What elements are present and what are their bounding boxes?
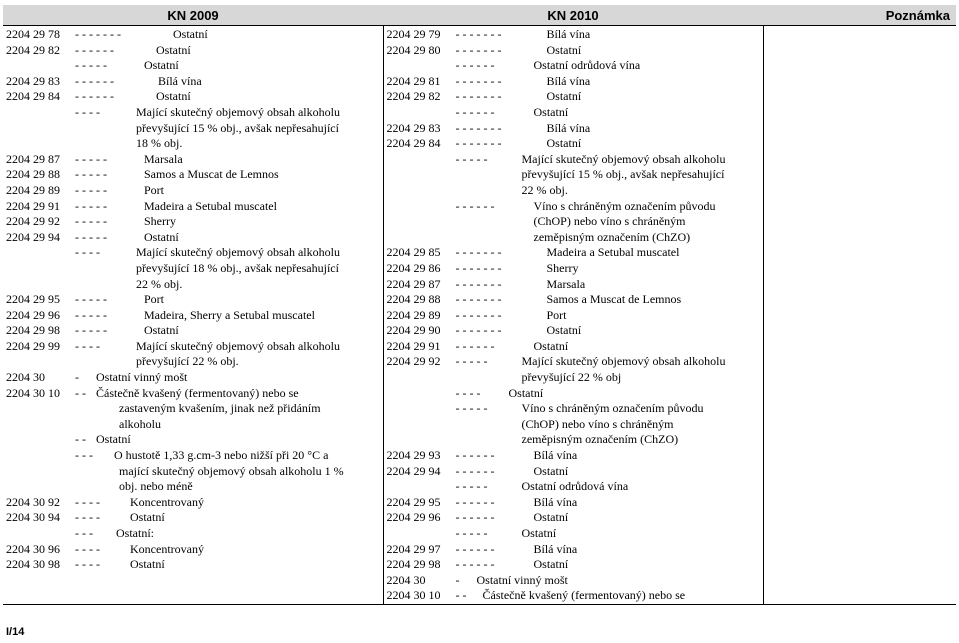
item-description: Částečně kvašený (fermentovaný) nebo se bbox=[482, 588, 686, 603]
indent-dashes: - - - - - bbox=[75, 58, 107, 73]
kn2010-line bbox=[387, 214, 760, 230]
kn2010-line bbox=[387, 121, 760, 137]
header-note: Poznámka bbox=[763, 5, 956, 26]
kn2010-line bbox=[387, 526, 760, 542]
kn2009-line bbox=[6, 152, 380, 168]
tariff-code: 2204 29 93 bbox=[386, 448, 441, 463]
item-description: převyšující 15 % obj., avšak nepřesahující bbox=[521, 167, 725, 182]
kn2010-line bbox=[387, 89, 760, 105]
item-description: Ostatní bbox=[533, 338, 569, 353]
item-description: obj. nebo méně bbox=[119, 479, 193, 494]
tariff-code: 2204 29 91 bbox=[386, 338, 441, 353]
indent-dashes: - - bbox=[75, 385, 86, 400]
indent-dashes: - bbox=[455, 572, 460, 587]
kn2010-line bbox=[387, 245, 760, 261]
kn2009-line bbox=[6, 43, 380, 59]
tariff-code: 2204 29 81 bbox=[386, 73, 441, 88]
tariff-code: 2204 29 86 bbox=[386, 260, 441, 275]
item-description: Madeira a Setubal muscatel bbox=[144, 198, 277, 213]
tariff-code: 2204 29 98 bbox=[386, 557, 441, 572]
item-description: Víno s chráněným označením původu bbox=[521, 401, 704, 416]
indent-dashes: - - - - - bbox=[455, 526, 488, 540]
indent-dashes: - - - bbox=[75, 526, 93, 540]
indent-dashes: - - - - - - bbox=[75, 73, 114, 88]
item-description: Mající skutečný objemový obsah alkoholu bbox=[136, 245, 340, 260]
kn2009-lines bbox=[6, 27, 380, 573]
kn2009-line bbox=[6, 510, 380, 526]
tariff-code: 2204 29 89 bbox=[386, 307, 441, 322]
indent-dashes: - - - - - bbox=[75, 229, 107, 244]
kn2010-column bbox=[383, 26, 763, 605]
item-description: zeměpisným označením (ChZO) bbox=[533, 229, 691, 244]
tariff-code: 2204 29 87 bbox=[6, 151, 60, 166]
indent-dashes: - - - - - bbox=[75, 151, 107, 166]
kn2009-line bbox=[6, 308, 380, 324]
indent-dashes: - - - - - - - bbox=[455, 73, 502, 88]
kn2010-line bbox=[387, 464, 760, 480]
kn2009-line bbox=[6, 167, 380, 183]
tariff-code: 2204 29 84 bbox=[386, 136, 441, 151]
indent-dashes: - - - - bbox=[75, 541, 100, 556]
tariff-code: 2204 29 88 bbox=[6, 167, 60, 182]
kn2010-line bbox=[387, 230, 760, 246]
indent-dashes: - - - - - - - bbox=[455, 323, 502, 338]
indent-dashes: - - - bbox=[75, 448, 93, 463]
indent-dashes: - - - - - - bbox=[455, 510, 495, 525]
indent-dashes: - - bbox=[455, 588, 467, 603]
indent-dashes: - - - - - - - bbox=[455, 245, 502, 260]
tariff-code: 2204 30 98 bbox=[6, 557, 60, 572]
kn2009-line bbox=[6, 89, 380, 105]
kn2010-line bbox=[387, 136, 760, 152]
tariff-code: 2204 30 96 bbox=[6, 541, 60, 556]
kn2009-line bbox=[6, 292, 380, 308]
indent-dashes: - - - - - - - bbox=[455, 260, 502, 275]
item-description: Sherry bbox=[144, 214, 176, 229]
indent-dashes: - - - - bbox=[75, 557, 100, 572]
indent-dashes: - - - - - - bbox=[455, 448, 495, 463]
item-description: Marsala bbox=[144, 151, 183, 166]
item-description: převyšující 22 % obj bbox=[521, 370, 622, 385]
item-description: Ostatní bbox=[546, 89, 582, 104]
tariff-code: 2204 29 78 bbox=[6, 27, 60, 41]
item-description: Port bbox=[546, 307, 567, 322]
kn2010-line bbox=[387, 557, 760, 573]
indent-dashes: - - - - - bbox=[75, 214, 107, 229]
item-description: Ostatní bbox=[130, 557, 165, 572]
kn2010-line bbox=[387, 58, 760, 74]
item-description: Koncentrovaný bbox=[130, 541, 204, 556]
item-description: Ostatní bbox=[173, 27, 208, 41]
indent-dashes: - - - - - - bbox=[75, 89, 114, 104]
tariff-code: 2204 29 88 bbox=[386, 292, 441, 307]
indent-dashes: - - - - bbox=[75, 245, 100, 260]
indent-dashes: - - - - - bbox=[455, 401, 488, 416]
indent-dashes: - - - - bbox=[75, 494, 100, 509]
kn2009-line bbox=[6, 495, 380, 511]
tariff-code: 2204 29 94 bbox=[386, 463, 441, 478]
indent-dashes: - - - - - - - bbox=[455, 307, 502, 322]
item-description: Ostatní bbox=[144, 229, 179, 244]
tariff-code: 2204 29 82 bbox=[6, 42, 60, 57]
item-description: Ostatní bbox=[156, 89, 191, 104]
tariff-code: 2204 29 98 bbox=[6, 323, 60, 338]
item-description: Ostatní odrůdová vína bbox=[533, 58, 641, 73]
kn2009-line bbox=[6, 121, 380, 137]
tariff-code: 2204 30 94 bbox=[6, 510, 60, 525]
item-description: Ostatní bbox=[546, 323, 582, 338]
kn2009-line bbox=[6, 557, 380, 573]
item-description: Samos a Muscat de Lemnos bbox=[144, 167, 279, 182]
item-description: Koncentrovaný bbox=[130, 494, 204, 509]
kn2010-line bbox=[387, 401, 760, 417]
tariff-code: 2204 30 10 bbox=[386, 588, 441, 603]
tariff-code: 2204 29 83 bbox=[386, 120, 441, 135]
tariff-code: 2204 29 99 bbox=[6, 338, 60, 353]
kn2009-line bbox=[6, 277, 380, 293]
item-description: Ostatní vinný mošt bbox=[96, 370, 188, 385]
item-description: zastaveným kvašením, jinak než přidáním bbox=[119, 401, 321, 416]
kn2010-line bbox=[387, 199, 760, 215]
tariff-code: 2204 29 91 bbox=[6, 198, 60, 213]
item-description: Port bbox=[144, 292, 165, 307]
tariff-code: 2204 29 85 bbox=[386, 245, 441, 260]
tariff-code: 2204 29 92 bbox=[6, 214, 60, 229]
kn2009-line bbox=[6, 74, 380, 90]
tariff-code: 2204 29 80 bbox=[386, 42, 441, 57]
kn2010-line bbox=[387, 27, 760, 43]
item-description: Bílá vína bbox=[546, 73, 591, 88]
item-description: Port bbox=[144, 182, 165, 197]
item-description: Mající skutečný objemový obsah alkoholu bbox=[136, 104, 340, 119]
kn2010-line bbox=[387, 432, 760, 448]
item-description: Bílá vína bbox=[158, 73, 202, 88]
kn2009-line bbox=[6, 199, 380, 215]
tariff-code: 2204 30 bbox=[6, 370, 45, 385]
kn2010-lines bbox=[387, 27, 760, 604]
kn2009-line bbox=[6, 214, 380, 230]
item-description: Ostatní bbox=[508, 385, 544, 400]
item-description: Víno s chráněným označením původu bbox=[533, 198, 716, 213]
item-description: Mající skutečný objemový obsah alkoholu bbox=[521, 354, 726, 369]
kn2009-line bbox=[6, 432, 380, 448]
tariff-code: 2204 30 bbox=[386, 572, 426, 587]
item-description: Bílá vína bbox=[533, 541, 578, 556]
kn2009-line bbox=[6, 245, 380, 261]
kn2010-line bbox=[387, 105, 760, 121]
note-column bbox=[763, 26, 956, 605]
item-description: Sherry bbox=[546, 260, 579, 275]
indent-dashes: - - - - - bbox=[75, 182, 107, 197]
kn2010-line bbox=[387, 354, 760, 370]
item-description: 22 % obj. bbox=[521, 182, 568, 197]
item-description: převyšující 15 % obj., avšak nepřesahující bbox=[136, 120, 339, 135]
item-description: 18 % obj. bbox=[136, 136, 183, 151]
kn2009-line bbox=[6, 448, 380, 464]
item-description: převyšující 22 % obj. bbox=[136, 354, 239, 369]
item-description: Ostatní bbox=[533, 463, 569, 478]
kn2009-line bbox=[6, 417, 380, 433]
kn2009-line bbox=[6, 339, 380, 355]
indent-dashes: - - - - - - bbox=[455, 338, 495, 353]
item-description: Bílá vína bbox=[533, 494, 578, 509]
kn2010-line bbox=[387, 542, 760, 558]
item-description: Ostatní odrůdová vína bbox=[521, 479, 629, 494]
indent-dashes: - - - - - bbox=[75, 167, 107, 182]
item-description: zeměpisným označením (ChZO) bbox=[521, 432, 679, 447]
indent-dashes: - - - - - - bbox=[455, 541, 495, 556]
kn2009-line bbox=[6, 542, 380, 558]
indent-dashes: - - - - - - - bbox=[75, 27, 121, 41]
content-row bbox=[3, 26, 956, 605]
kn2009-line bbox=[6, 401, 380, 417]
item-description: Mající skutečný objemový obsah alkoholu bbox=[521, 151, 726, 166]
indent-dashes: - - - - - - bbox=[455, 198, 495, 213]
item-description: Ostatní bbox=[130, 510, 165, 525]
kn2009-line bbox=[6, 464, 380, 480]
indent-dashes: - - bbox=[75, 432, 86, 447]
tariff-code: 2204 29 82 bbox=[386, 89, 441, 104]
kn2009-line bbox=[6, 479, 380, 495]
kn2010-line bbox=[387, 308, 760, 324]
kn2010-line bbox=[387, 323, 760, 339]
kn2009-line bbox=[6, 183, 380, 199]
indent-dashes: - - - - - - - bbox=[455, 136, 502, 151]
kn2010-line bbox=[387, 417, 760, 433]
kn2009-line bbox=[6, 58, 380, 74]
kn2009-line bbox=[6, 261, 380, 277]
kn2010-line bbox=[387, 339, 760, 355]
header-row bbox=[3, 5, 956, 26]
indent-dashes: - - - - - - - bbox=[455, 42, 502, 57]
kn2009-line bbox=[6, 323, 380, 339]
tariff-code: 2204 29 84 bbox=[6, 89, 60, 104]
kn2010-line bbox=[387, 448, 760, 464]
item-description: Madeira, Sherry a Setubal muscatel bbox=[144, 307, 315, 322]
kn2010-line bbox=[387, 261, 760, 277]
tariff-code: 2204 29 96 bbox=[386, 510, 441, 525]
kn2010-line bbox=[387, 292, 760, 308]
indent-dashes: - bbox=[75, 370, 79, 385]
header-kn2010: KN 2010 bbox=[383, 5, 763, 26]
tariff-code: 2204 29 87 bbox=[386, 276, 441, 291]
kn2010-line bbox=[387, 510, 760, 526]
kn2010-line bbox=[387, 479, 760, 495]
kn2009-column bbox=[3, 26, 383, 605]
indent-dashes: - - - - - bbox=[455, 479, 488, 494]
indent-dashes: - - - - - - bbox=[455, 463, 495, 478]
item-description: Ostatní bbox=[546, 136, 582, 151]
kn2010-line bbox=[387, 277, 760, 293]
item-description: Madeira a Setubal muscatel bbox=[546, 245, 680, 260]
indent-dashes: - - - - - - - bbox=[455, 89, 502, 104]
item-description: Ostatní vinný mošt bbox=[476, 572, 568, 587]
page-number: I/14 bbox=[6, 626, 25, 638]
tariff-code: 2204 29 96 bbox=[6, 307, 60, 322]
indent-dashes: - - - - - - - bbox=[455, 27, 502, 41]
indent-dashes: - - - - - bbox=[75, 198, 107, 213]
indent-dashes: - - - - - - - bbox=[455, 292, 502, 307]
tariff-code: 2204 29 89 bbox=[6, 182, 60, 197]
kn2009-line bbox=[6, 386, 380, 402]
kn2010-line bbox=[387, 43, 760, 59]
kn2009-line bbox=[6, 136, 380, 152]
indent-dashes: - - - - - bbox=[455, 151, 488, 166]
kn2009-line bbox=[6, 27, 380, 43]
item-description: Ostatní bbox=[521, 526, 557, 540]
tariff-code: 2204 30 10 bbox=[6, 385, 60, 400]
tariff-comparison-table bbox=[3, 5, 956, 605]
indent-dashes: - - - - - - bbox=[455, 494, 495, 509]
item-description: Částečně kvašený (fermentovaný) nebo se bbox=[96, 385, 299, 400]
kn2009-line bbox=[6, 105, 380, 121]
indent-dashes: - - - - - bbox=[75, 307, 107, 322]
tariff-code: 2204 29 92 bbox=[386, 354, 441, 369]
item-description: Ostatní bbox=[96, 432, 131, 447]
kn2009-line bbox=[6, 526, 380, 542]
indent-dashes: - - - - - bbox=[455, 354, 488, 369]
tariff-code: 2204 29 95 bbox=[6, 292, 60, 307]
item-description: Ostatní bbox=[533, 104, 569, 119]
tariff-code: 2204 29 95 bbox=[386, 494, 441, 509]
item-description: Ostatní bbox=[546, 42, 582, 57]
item-description: Ostatní bbox=[156, 42, 191, 57]
indent-dashes: - - - - - bbox=[75, 323, 107, 338]
indent-dashes: - - - - bbox=[455, 385, 481, 400]
kn2010-line bbox=[387, 167, 760, 183]
kn2010-line bbox=[387, 573, 760, 589]
item-description: 22 % obj. bbox=[136, 276, 183, 291]
tariff-code: 2204 29 97 bbox=[386, 541, 441, 556]
item-description: převyšující 18 % obj., avšak nepřesahující bbox=[136, 260, 339, 275]
item-description: Marsala bbox=[546, 276, 586, 291]
item-description: Bílá vína bbox=[546, 27, 591, 41]
indent-dashes: - - - - - - bbox=[455, 557, 495, 572]
kn2010-line bbox=[387, 183, 760, 199]
item-description: Mající skutečný objemový obsah alkoholu bbox=[136, 338, 340, 353]
item-description: alkoholu bbox=[119, 416, 161, 431]
indent-dashes: - - - - - - bbox=[455, 58, 495, 73]
kn2009-line bbox=[6, 230, 380, 246]
tariff-code: 2204 30 92 bbox=[6, 494, 60, 509]
kn2010-line bbox=[387, 152, 760, 168]
indent-dashes: - - - - bbox=[75, 338, 100, 353]
item-description: Bílá vína bbox=[533, 448, 578, 463]
indent-dashes: - - - - - bbox=[75, 292, 107, 307]
item-description: O hustotě 1,33 g.cm-3 nebo nižší při 20 °C a bbox=[114, 448, 329, 463]
kn2009-line bbox=[6, 370, 380, 386]
indent-dashes: - - - - bbox=[75, 510, 100, 525]
tariff-code: 2204 29 83 bbox=[6, 73, 60, 88]
indent-dashes: - - - - - - - bbox=[455, 120, 502, 135]
item-description: Ostatní bbox=[144, 58, 179, 73]
kn2010-line bbox=[387, 74, 760, 90]
item-description: Ostatní bbox=[533, 510, 569, 525]
indent-dashes: - - - - - - - bbox=[455, 276, 502, 291]
kn2010-line bbox=[387, 495, 760, 511]
indent-dashes: - - - - - - bbox=[75, 42, 114, 57]
indent-dashes: - - - - bbox=[75, 104, 100, 119]
header-kn2009: KN 2009 bbox=[3, 5, 383, 26]
indent-dashes: - - - - - - bbox=[455, 104, 495, 119]
item-description: (ChOP) nebo víno s chráněným bbox=[521, 416, 674, 431]
item-description: (ChOP) nebo víno s chráněným bbox=[533, 214, 686, 229]
kn2010-line bbox=[387, 386, 760, 402]
tariff-code: 2204 29 94 bbox=[6, 229, 60, 244]
tariff-code: 2204 29 90 bbox=[386, 323, 441, 338]
kn2010-line bbox=[387, 370, 760, 386]
kn2010-line bbox=[387, 588, 760, 604]
kn2009-line bbox=[6, 354, 380, 370]
item-description: Samos a Muscat de Lemnos bbox=[546, 292, 682, 307]
item-description: Ostatní bbox=[533, 557, 569, 572]
item-description: Bílá vína bbox=[546, 120, 591, 135]
item-description: Ostatní bbox=[144, 323, 179, 338]
item-description: Ostatní: bbox=[116, 526, 154, 540]
item-description: mající skutečný objemový obsah alkoholu 1 % bbox=[119, 463, 344, 478]
tariff-code: 2204 29 79 bbox=[386, 27, 441, 41]
